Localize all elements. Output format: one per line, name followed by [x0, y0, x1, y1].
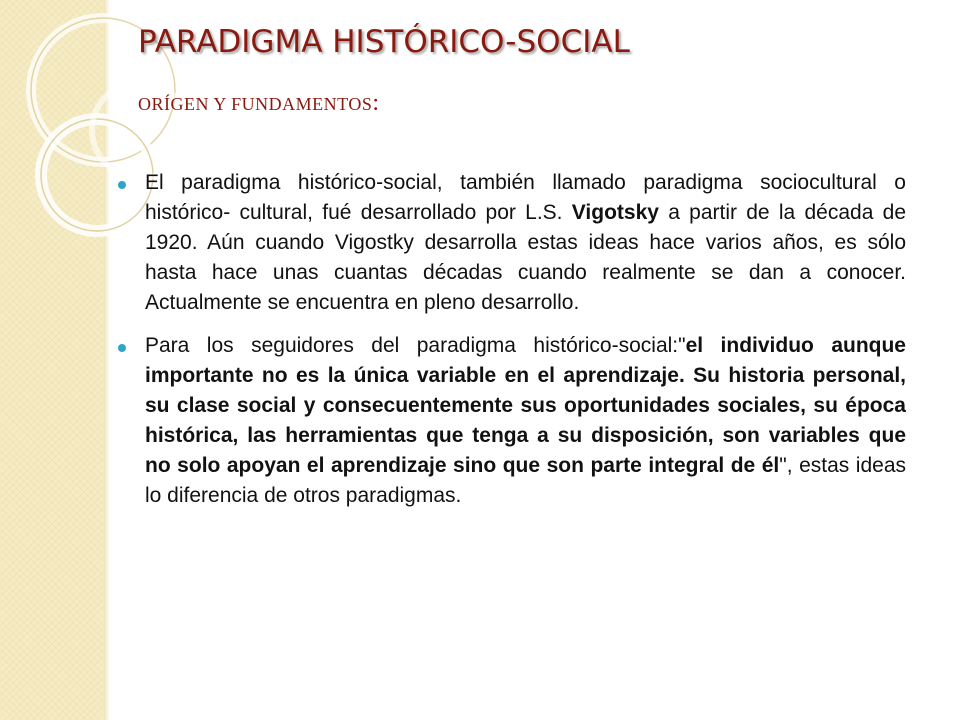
subtitle-text: ORÍGEN Y FUNDAMENTOS — [138, 94, 373, 114]
bullet-item-followers — [118, 331, 906, 511]
slide-content — [118, 168, 906, 524]
slide-title: PARADIGMA HISTÓRICO-SOCIAL — [138, 24, 630, 60]
subtitle-colon: : — [372, 90, 380, 116]
bullet-text: ", estas ideas lo diferencia de otros paradigmas. — [145, 454, 907, 507]
slide-subtitle — [138, 90, 380, 117]
bullet-text: a partir de la década de 1920. Aún cuando Vigostky desarrolla estas ideas hace varios años, es sólo hasta hace unas cuantas décadas cuando realmente se dan a conocer. Actualmente se encuentra en pleno desarrollo. — [145, 201, 906, 314]
bullet-text: Para los seguidores del paradigma histórico-social:" — [145, 334, 686, 357]
bullet-bold-text: Vigotsky — [571, 201, 659, 224]
bullet-dot-icon — [118, 344, 126, 352]
bullet-bold-text: el individuo aunque importante no es la única variable en el aprendizaje. Su historia personal, su clase social y consecuentemente sus oportunidades sociales, su época histórica, las herramientas que tenga a su disposición, son variables que no solo apoyan el aprendizaje sino que son parte integral de él — [145, 334, 906, 477]
bullet-dot-icon — [118, 181, 126, 189]
bullet-item-origin — [118, 168, 906, 318]
bullet-text: El paradigma histórico-social, también llamado paradigma sociocultural o histórico- cultural, fué desarrollado por L.S. — [145, 171, 906, 224]
